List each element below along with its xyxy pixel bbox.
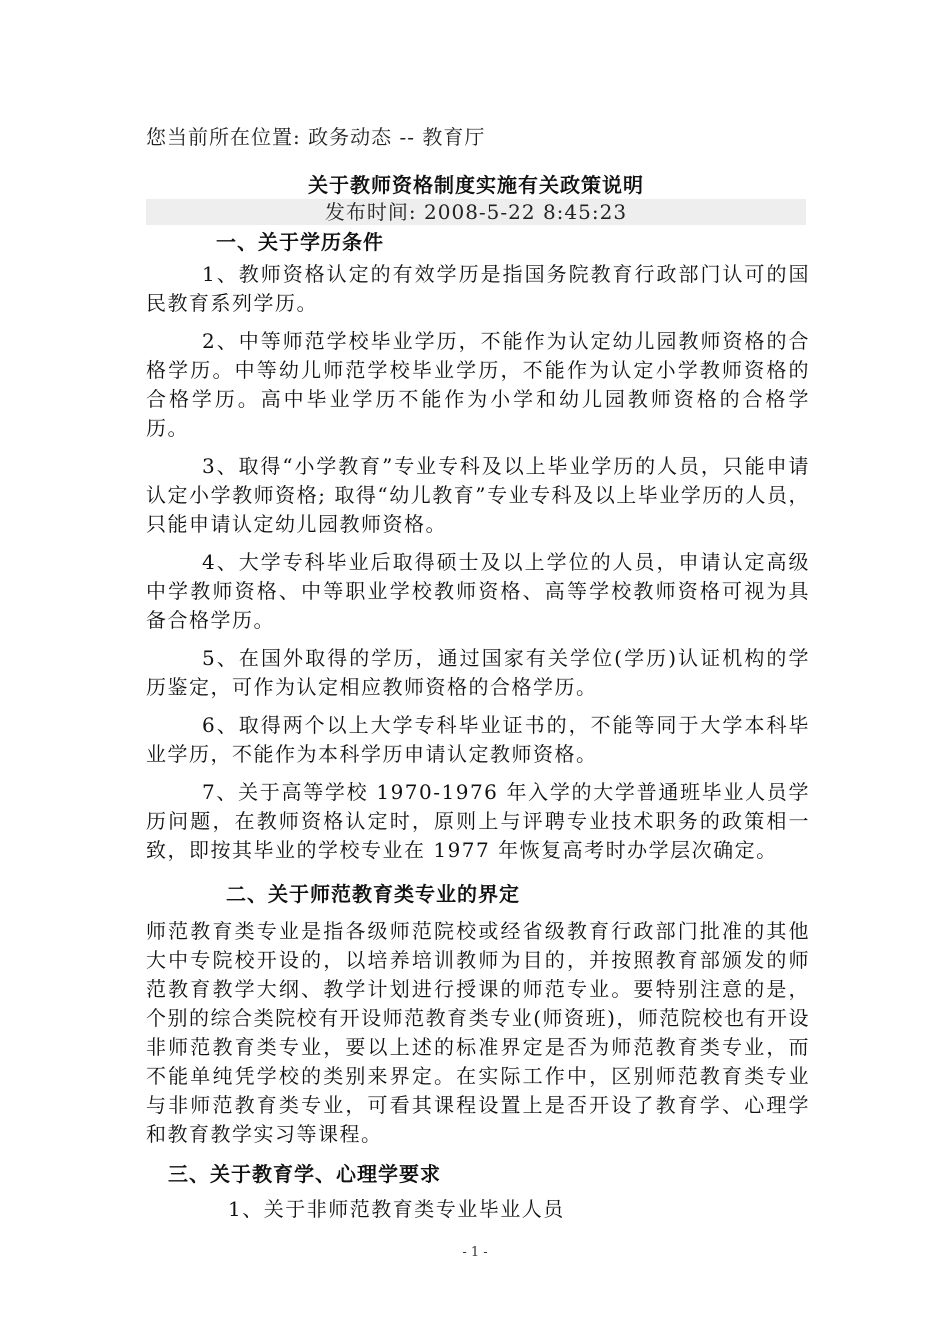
section-1-paragraph-3: 3、取得“小学教育”专业专科及以上毕业学历的人员，只能申请认定小学教师资格; 取得“幼儿教育”专业专科及以上毕业学历的人员，只能申请认定幼儿园教师资格。 [146,454,810,536]
breadcrumb: 您当前所在位置: 政务动态 -- 教育厅 [146,125,486,149]
publish-time: 发布时间: 2008-5-22 8:45:23 [324,200,628,224]
section-1-paragraph-2: 2、中等师范学校毕业学历，不能作为认定幼儿园教师资格的合格学历。中等幼儿师范学校毕业学历，不能作为认定小学教师资格的合格学历。高中毕业学历不能作为小学和幼儿园教师资格的合格学历。 [146,329,810,440]
section-1-paragraph-4: 4、大学专科毕业后取得硕士及以上学位的人员，申请认定高级中学教师资格、中等职业学校教师资格、高等学校教师资格可视为具备合格学历。 [146,550,810,632]
section-1-paragraph-5: 5、在国外取得的学历，通过国家有关学位(学历)认证机构的学历鉴定，可作为认定相应教师资格的合格学历。 [146,646,810,699]
section-3-heading: 三、关于教育学、心理学要求 [168,1162,441,1186]
section-3-subheading-1: 1、关于非师范教育类专业毕业人员 [228,1197,565,1221]
section-1-paragraph-7: 7、关于高等学校 1970-1976 年入学的大学普通班毕业人员学历问题，在教师资格认定时，原则上与评聘专业技术职务的政策相一致，即按其毕业的学校专业在 1977 年恢复高考时办学层次确定。 [146,780,810,862]
publish-time-bar [146,199,806,225]
section-2-paragraph: 师范教育类专业是指各级师范院校或经省级教育行政部门批准的其他大中专院校开设的，以培养培训教师为目的，并按照教育部颁发的师范教育教学大纲、教学计划进行授课的师范专业。要特别注意的是，个别的综合类院校有开设师范教育类专业(师资班)，师范院校也有开设非师范教育类专业，要以上述的标准界定是否为师范教育类专业，而不能单纯凭学校的类别来界定。在实际工作中，区别师范教育类专业与非师范教育类专业，可看其课程设置上是否开设了教育学、心理学和教育教学实习等课程。 [146,919,810,1146]
section-1-paragraph-6: 6、取得两个以上大学专科毕业证书的，不能等同于大学本科毕业学历，不能作为本科学历申请认定教师资格。 [146,713,810,766]
document-title: 关于教师资格制度实施有关政策说明 [308,173,644,197]
section-2-heading: 二、关于师范教育类专业的界定 [226,882,520,906]
section-1-heading: 一、关于学历条件 [216,230,384,254]
page-number: - 1 - [462,1245,488,1260]
document-body [146,227,810,1233]
section-1-paragraph-1: 1、教师资格认定的有效学历是指国务院教育行政部门认可的国民教育系列学历。 [146,262,810,315]
